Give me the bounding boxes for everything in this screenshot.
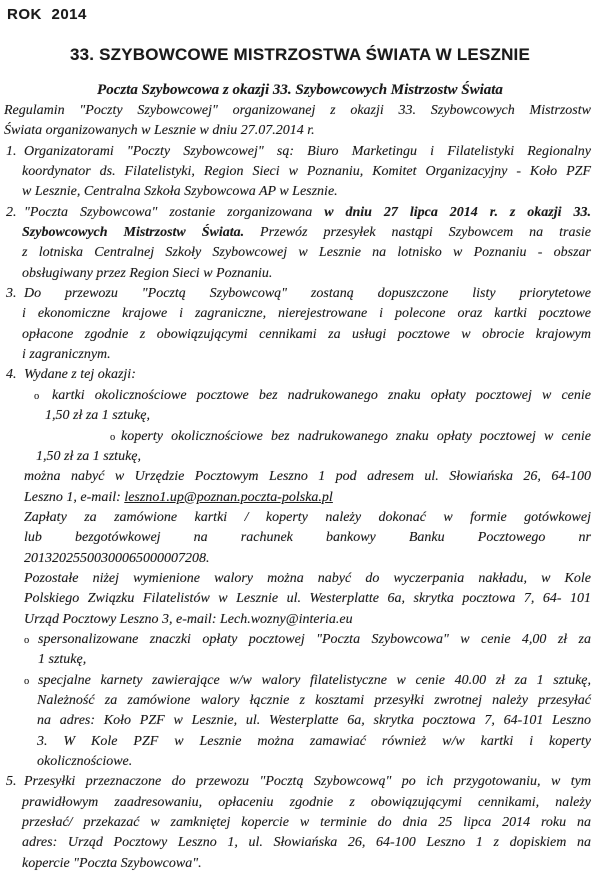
text-segment: specjalne karnety zawierające w/w walory filatelistyczne w cenie 40.00 zł za 1 sztukę, <box>38 672 591 688</box>
text-segment: obsługiwany przez Region Sieci w Poznaniu. <box>22 265 273 281</box>
text-segment: koperty okolicznościowe bez nadrukowanego znaku opłaty pocztowej w cenie <box>121 428 591 444</box>
intro-paragraph-line-1 <box>0 101 600 121</box>
bold-text: w dniu 27 lipca 2014 r. z okazji 33. <box>324 204 591 220</box>
item-4-bullet-stamps-line-2 <box>0 650 600 670</box>
item-2-event-date-line-4 <box>0 264 600 284</box>
text-segment: na adres: Koło PZF w Lesznie, ul. Westerplatte 6a, skrytka pocztowa 7, 64-101 Leszno <box>37 713 591 729</box>
bullet-marker: o <box>110 431 116 443</box>
text-segment: opłacone zgodnie z obowiązującymi cennikami za usługi pocztowe w obrocie krajowym <box>22 326 591 342</box>
text-segment: Zapłaty za zamówione kartki / koperty należy dokonać w formie gotówkowej <box>24 509 591 525</box>
text-segment: i ekonomiczne krajowe i zagraniczne, nierejestrowane i polecone oraz kartki pocztowe <box>22 306 591 322</box>
list-number-marker: 2. <box>6 204 17 220</box>
document-subtitle: Poczta Szybowcowa z okazji 33. Szybowcowych Mistrzostw Świata <box>97 82 503 98</box>
list-number-marker: 3. <box>6 286 17 302</box>
bullet-marker: o <box>24 634 30 646</box>
text-segment: Leszno 1, e-mail: <box>24 489 125 505</box>
item-4-purchase-info-line-2 <box>0 488 600 508</box>
text-segment: 1,50 zł za 1 sztukę, <box>45 408 150 424</box>
item-4-bullet-carnets-line-1 <box>0 671 600 691</box>
text-segment: Wydane z tej okazji: <box>24 367 136 383</box>
item-4-bullet-carnets-line-3 <box>0 711 600 731</box>
bullet-marker: o <box>24 675 30 687</box>
item-3-allowed-mail-line-3 <box>0 325 600 345</box>
item-4-payment-info-line-2 <box>0 528 600 548</box>
item-1-organizers-line-2 <box>0 162 600 182</box>
item-5-sending-rules-line-4 <box>0 833 600 853</box>
text-segment: lub bezgotówkowej na rachunek bankowy Banku Pocztowego nr <box>24 530 591 546</box>
text-segment: Przewóz przesyłek nastąpi Szybowcem na trasie <box>244 225 591 241</box>
text-segment: Organizatorami "Poczty Szybowcowej" są: Biuro Marketingu i Filatelistyki Regionalny <box>24 143 591 159</box>
item-4-other-values-info-line-3 <box>0 610 600 630</box>
item-1-organizers-line-3 <box>0 182 600 202</box>
item-3-allowed-mail-line-1 <box>0 284 600 304</box>
item-5-sending-rules-line-5 <box>0 854 600 874</box>
item-5-sending-rules-line-2 <box>0 793 600 813</box>
item-4-bullet-stamps-line-1 <box>0 630 600 650</box>
text-segment: w Lesznie, Centralna Szkoła Szybowcowa AP w Lesznie. <box>22 184 338 200</box>
text-segment: można nabyć w Urzędzie Pocztowym Leszno 1 pod adresem ul. Słowiańska 26, 64-100 <box>24 469 591 485</box>
text-segment: spersonalizowane znaczki opłaty pocztowej "Poczta Szybowcowa" w cenie 4,00 zł za <box>38 631 591 647</box>
text-segment: Świata organizowanych w Lesznie w dniu 27.07.2014 r. <box>4 123 315 139</box>
item-1-organizers-line-1 <box>0 142 600 162</box>
text-segment: Urząd Pocztowy Leszno 3, e-mail: Lech.wozny@interia.eu <box>24 611 353 627</box>
item-4-bullet-carnets-line-2 <box>0 691 600 711</box>
document-title: 33. SZYBOWCOWE MISTRZOSTWA ŚWIATA W LESZNIE <box>69 45 531 64</box>
intro-paragraph-line-2 <box>0 121 600 141</box>
text-segment: Należność za zamówione walory łącznie z kosztami przesyłki zwrotnej należy przesyłać <box>37 692 591 708</box>
item-3-allowed-mail-line-4 <box>0 345 600 365</box>
list-number-marker: 5. <box>6 774 17 790</box>
list-number-marker: 4. <box>6 367 17 383</box>
item-4-payment-info-line-1 <box>0 508 600 528</box>
email-link[interactable]: leszno1.up@poznan.poczta-polska.pl <box>124 489 333 505</box>
text-segment: okolicznościowe. <box>37 754 133 769</box>
item-2-event-date-line-2 <box>0 223 600 243</box>
item-4-payment-info-line-3 <box>0 549 600 569</box>
item-4-bullet-postcards-line-2 <box>0 406 600 426</box>
text-segment: przesłać/ przekazać w zamkniętej kopercie w terminie do dnia 25 lipca 2014 roku na <box>22 815 591 831</box>
bold-text: Szybowcowych Mistrzostw Świata. <box>22 225 245 241</box>
list-number-marker: 1. <box>6 143 17 159</box>
text-segment: i zagranicznym. <box>22 347 111 363</box>
text-segment: Regulamin "Poczty Szybowcowej" organizowanej z okazji 33. Szybowcowych Mistrzostw <box>4 103 591 118</box>
text-segment: kopercie "Poczta Szybowcowa". <box>22 855 202 871</box>
text-segment: 1 sztukę, <box>38 652 87 668</box>
item-4-bullet-envelopes-line-1 <box>0 427 600 447</box>
item-4-bullet-carnets-line-4 <box>0 732 600 752</box>
item-2-event-date-line-1 <box>0 203 600 223</box>
item-4-bullet-carnets-line-5 <box>0 752 600 772</box>
item-4-other-values-info-line-1 <box>0 569 600 589</box>
item-4-bullet-postcards-line-1 <box>0 386 600 406</box>
text-segment: 3. W Kole PZF w Lesznie można zamawiać również w/w kartki i koperty <box>37 733 591 749</box>
item-4-issued-line-1 <box>0 365 600 385</box>
text-segment: Do przewozu "Pocztą Szybowcową" zostaną dopuszczone listy priorytetowe <box>24 286 591 302</box>
text-segment: z lotniska Centralnej Szkoły Szybowcowej w Lesznie na lotnisko w Poznaniu - obszar <box>22 245 591 261</box>
text-segment: kartki okolicznościowe pocztowe bez nadrukowanego znaku opłaty pocztowej w cenie <box>52 387 591 403</box>
item-4-bullet-envelopes-line-2 <box>0 447 600 467</box>
text-segment: prawidłowym zaadresowaniu, opłaceniu zgodnie z obowiązującymi cennikami, należy <box>22 794 591 810</box>
bullet-marker: o <box>34 390 40 402</box>
text-segment: Pozostałe niżej wymienione walory można nabyć do wyczerpania nakładu, w Kole <box>24 570 591 586</box>
text-segment: 1,50 zł za 1 sztukę, <box>36 448 141 464</box>
text-segment: "Poczta Szybowcowa" zostanie zorganizowana <box>24 204 325 220</box>
item-4-purchase-info-line-1 <box>0 467 600 487</box>
document-body <box>0 101 600 874</box>
document-year-heading: ROK 2014 <box>7 6 87 23</box>
item-3-allowed-mail-line-2 <box>0 304 600 324</box>
text-segment: adres: Urząd Pocztowy Leszno 1, ul. Słowiańska 26, 64-100 Leszno 1 z dopiskiem na <box>22 835 591 851</box>
text-segment: koordynator ds. Filatelistyki, Region Sieci w Poznaniu, Komitet Organizacyjny - Koło PZF <box>22 164 591 180</box>
text-segment: Polskiego Związku Filatelistów w Lesznie ul. Westerplatte 6a, skrytka pocztowa 7, 64- 101 <box>24 591 591 607</box>
item-5-sending-rules-line-1 <box>0 772 600 792</box>
text-segment: 20132025500300065000007208. <box>24 550 210 566</box>
item-2-event-date-line-3 <box>0 243 600 263</box>
item-4-other-values-info-line-2 <box>0 589 600 609</box>
item-5-sending-rules-line-3 <box>0 813 600 833</box>
text-segment: Przesyłki przeznaczone do przewozu "Pocztą Szybowcową" po ich przygotowaniu, w tym <box>24 774 591 790</box>
